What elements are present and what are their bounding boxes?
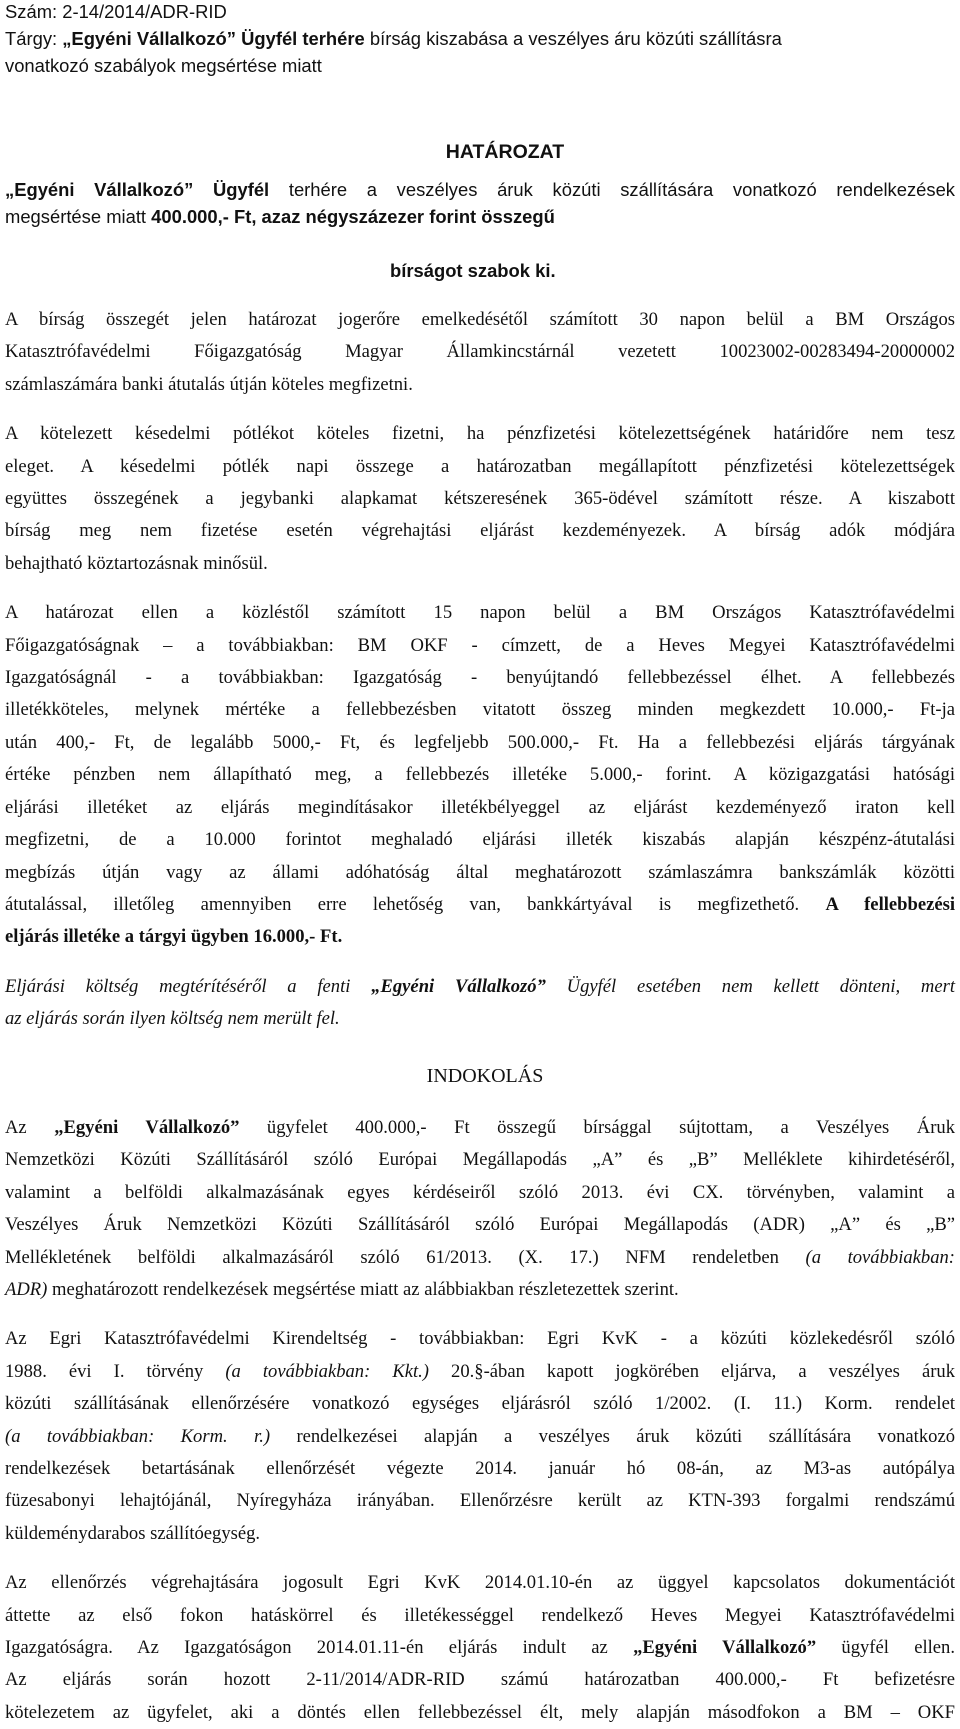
text-line: áttette az első fokon hatáskörrel és illetékességgel rendelkező Heves Megyei Katasztrófavédelmi (5, 1604, 955, 1626)
text-line: értéke pénzben nem állapítható meg, a fellebbezés illetéke 5.000,- forint. A közigazgatási hatósági (5, 764, 955, 786)
text-line: Eljárási költség megtérítéséről a fenti „Egyéni Vállalkozó” Ügyfél esetében nem kellett dönteni, mert (5, 975, 955, 997)
inspection-paragraph (5, 1323, 955, 1550)
text-line: A határozat ellen a közléstől számított 15 napon belül a BM Országos Katasztrófavédelmi (5, 602, 955, 624)
text-line: eljárási illetéket az eljárás megindításakor illetékbélyeggel az eljárást kezdeményező iraton kell (5, 796, 955, 818)
text-line: együttes összegének a jegybanki alapkamat kétszeresének 365-ödével számított része. A kiszabott (5, 488, 955, 510)
text-line: közúti szállításának ellenőrzésére vonatkozó egységes eljárásról szóló 1/2002. (I. 11.) Korm. rendelet (5, 1393, 955, 1415)
text-line: Nemzetközi Közúti Szállításáról szóló Európai Megállapodás „A” és „B” Melléklete kihirdetéséről, (5, 1149, 955, 1171)
late-fee-paragraph (5, 418, 955, 580)
subject-line-2: vonatkozó szabályok megsértése miatt (5, 55, 322, 76)
appeal-fee-line: eljárás illetéke a tárgyi ügyben 16.000,- Ft. (5, 926, 343, 948)
text-line: illetékköteles, melynek mértéke a fellebbezésben vitatott összeg minden megkezdett 10.000,- Ft-ja (5, 699, 955, 721)
reasoning-paragraph (5, 1112, 955, 1306)
text-line: Az „Egyéni Vállalkozó” ügyfelet 400.000,- Ft összegű bírsággal sújtottam, a Veszélyes Áruk (5, 1116, 955, 1138)
decision-title: HATÁROZAT (445, 141, 565, 163)
text-line: bírság meg nem fizetése esetén végrehajtási eljárást kezdeményezek. A bírság adók módjára (5, 520, 955, 542)
text-line: után 400,- Ft, de legalább 5000,- Ft, és legfeljebb 500.000,- Ft. Ha a fellebbezési eljárás tárgyának (5, 731, 955, 753)
decision-line-3: bírságot szabok ki. (390, 260, 556, 281)
appeal-paragraph (5, 597, 955, 953)
text-line: Katasztrófavédelmi Főigazgatóság Magyar Államkincstárnál vezetett 10023002-00283494-20000002 (5, 341, 955, 363)
text-line: füzesabonyi lehajtójánál, Nyíregyháza irányában. Ellenőrzésre került az KTN-393 forgalmi rendszámú (5, 1490, 955, 1512)
decision-line-2: megsértése miatt 400.000,- Ft, azaz négyszázezer forint összegű (5, 206, 555, 227)
subject-line: Tárgy: „Egyéni Vállalkozó” Ügyfél terhére bírság kiszabása a veszélyes áru közúti szállításra (5, 28, 782, 49)
text-line: kötelezetem az ügyfelet, aki a döntés ellen fellebbezéssel élt, mely alapján másodfokon a BM – OKF (5, 1701, 955, 1723)
text-line: Igazgatóságra. Az Igazgatóságon 2014.01.11-én eljárás indult az „Egyéni Vállalkozó” ügyfél ellen. (5, 1637, 955, 1659)
text-line: A kötelezett késedelmi pótlékot köteles fizetni, ha pénzfizetési kötelezettségének határidőre nem tesz (5, 423, 955, 445)
text-line: Az Egri Katasztrófavédelmi Kirendeltség - továbbiakban: Egri KvK - a közúti közlekedésről szóló (5, 1328, 955, 1350)
text-line: A bírság összegét jelen határozat jogerőre emelkedésétől számított 30 napon belül a BM Országos (5, 309, 955, 330)
text-line: átutalással, illetőleg amennyiben erre lehetőség van, bankkártyával is megfizethető. A fellebbezési (5, 893, 955, 915)
document-header (5, 0, 955, 79)
text-line: Veszélyes Áruk Nemzetközi Közúti Szállításáról szóló Európai Megállapodás (ADR) „A” és „B” (5, 1214, 955, 1236)
case-number: Szám: 2-14/2014/ADR-RID (5, 1, 227, 22)
text-line: eleget. A késedelmi pótlék napi összege a határozatban megállapított pénzfizetési kötelezettségek (5, 455, 955, 477)
text-line: Főigazgatóságnak – a továbbiakban: BM OKF - címzett, de a Heves Megyei Katasztrófavédelmi (5, 634, 955, 656)
text-line: behajtható köztartozásnak minősül. (5, 552, 268, 574)
text-line: megbízás útján vagy az állami adóhatóság által meghatározott számlaszámra bankszámlák közötti (5, 861, 955, 883)
text-line: (a továbbiakban: Korm. r.) rendelkezései alapján a veszélyes áruk közúti szállítására vonatkozó (5, 1425, 955, 1447)
text-line: rendelkezések betartásának ellenőrzését végezte 2014. január hó 08-án, az M3-as autópálya (5, 1458, 955, 1479)
decision-line-1: „Egyéni Vállalkozó” Ügyfél terhére a veszélyes áruk közúti szállítására vonatkozó rendelkezések (5, 179, 955, 200)
document-page (5, 0, 955, 1729)
cost-paragraph (5, 971, 955, 1036)
decision-section (5, 139, 955, 284)
text-line: Mellékletének belföldi alkalmazásáról szóló 61/2013. (X. 17.) NFM rendeletben (a továbbiakban: (5, 1246, 955, 1268)
text-line: megfizetni, de a 10.000 forintot meghaladó eljárási illeték kiszabás alapján készpénz-átutalási (5, 829, 955, 851)
procedure-paragraph (5, 1567, 955, 1729)
text-line: 1988. évi I. törvény (a továbbiakban: Kkt.) 20.§-ában kapott jogkörében eljárva, a veszélyes áruk (5, 1360, 955, 1382)
text-line: ADR) meghatározott rendelkezések megsértése miatt az alábbiakban részletezettek szerint. (5, 1278, 679, 1300)
text-line: az eljárás során ilyen költség nem merült fel. (5, 1008, 340, 1030)
payment-paragraph (5, 304, 955, 401)
text-line: valamint a belföldi alkalmazásának egyes kérdéseiről szóló 2013. évi CX. törvényben, valamint a (5, 1181, 955, 1203)
text-line: küldeménydarabos szállítóegység. (5, 1522, 261, 1544)
text-line: Az ellenőrzés végrehajtására jogosult Egri KvK 2014.01.10-én az üggyel kapcsolatos dokumentációt (5, 1572, 955, 1594)
text-line: számlaszámára banki átutalás útján köteles megfizetni. (5, 373, 413, 395)
reasoning-title: INDOKOLÁS (426, 1064, 544, 1087)
text-line: Az eljárás során hozott 2-11/2014/ADR-RID számú határozatban 400.000,- Ft befizetésre (5, 1669, 955, 1691)
text-line: Igazgatóságnál - a továbbiakban: Igazgatóság - benyújtandó fellebbezéssel élhet. A fellebbezés (5, 667, 955, 689)
